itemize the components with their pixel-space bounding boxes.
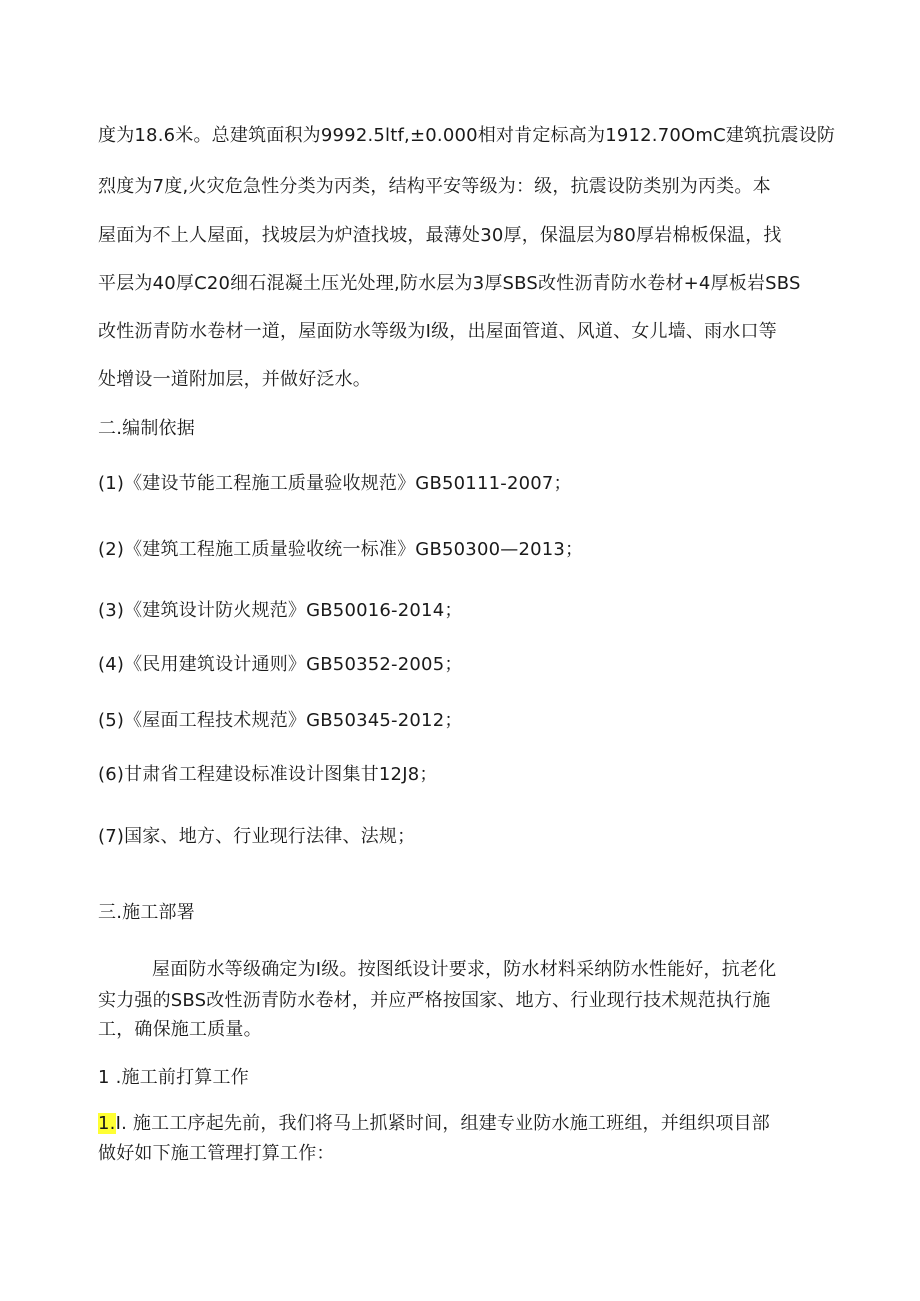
highlighted-marker: 1. — [98, 1113, 116, 1134]
item-text: I. 施工工序起先前，我们将马上抓紧时间，组建专业防水施工班组，并组织项目部 — [115, 1113, 770, 1134]
subsection-heading-preparation: 1 .施工前打算工作 — [98, 1067, 249, 1088]
paragraph-line: 做好如下施工管理打算工作： — [98, 1143, 335, 1164]
list-item: (2)《建筑工程施工质量验收统一标准》GB50300—2013； — [98, 539, 584, 560]
list-item: (6)甘肃省工程建设标准设计图集甘12J8； — [98, 764, 438, 785]
list-item: (1)《建设节能工程施工质量验收规范》GB50111-2007； — [98, 473, 572, 494]
paragraph-line — [98, 1112, 770, 1136]
paragraph-line: 度为18.6米。总建筑面积为9992.5ltf,±0.000相对肯定标高为1912.70OmC建筑抗震设防 — [98, 125, 836, 146]
paragraph-line: 烈度为7度,火灾危急性分类为丙类，结构平安等级为：级，抗震设防类别为丙类。本 — [98, 176, 771, 197]
paragraph-line: 处增设一道附加层，并做好泛水。 — [98, 369, 371, 390]
list-item: (3)《建筑设计防火规范》GB50016-2014； — [98, 600, 463, 621]
list-item: (4)《民用建筑设计通则》GB50352-2005； — [98, 654, 463, 675]
list-item: (7)国家、地方、行业现行法律、法规； — [98, 826, 416, 847]
paragraph-line: 工，确保施工质量。 — [98, 1019, 262, 1040]
paragraph-line: 平层为40厚C20细石混凝土压光处理,防水层为3厚SBS改性沥青防水卷材+4厚板岩SBS — [98, 273, 801, 294]
section-heading-deployment: 三.施工部署 — [98, 902, 195, 923]
section-heading-basis: 二.编制依据 — [98, 418, 195, 439]
list-item: (5)《屋面工程技术规范》GB50345-2012； — [98, 710, 463, 731]
paragraph-line: 屋面防水等级确定为I级。按图纸设计要求，防水材料采纳防水性能好，抗老化 — [152, 959, 777, 980]
paragraph-line: 实力强的SBS改性沥青防水卷材，并应严格按国家、地方、行业现行技术规范执行施 — [98, 990, 771, 1011]
paragraph-line: 屋面为不上人屋面，找坡层为炉渣找坡，最薄处30厚，保温层为80厚岩棉板保温，找 — [98, 225, 782, 246]
paragraph-line: 改性沥青防水卷材一道，屋面防水等级为I级，出屋面管道、风道、女儿墙、雨水口等 — [98, 321, 777, 342]
